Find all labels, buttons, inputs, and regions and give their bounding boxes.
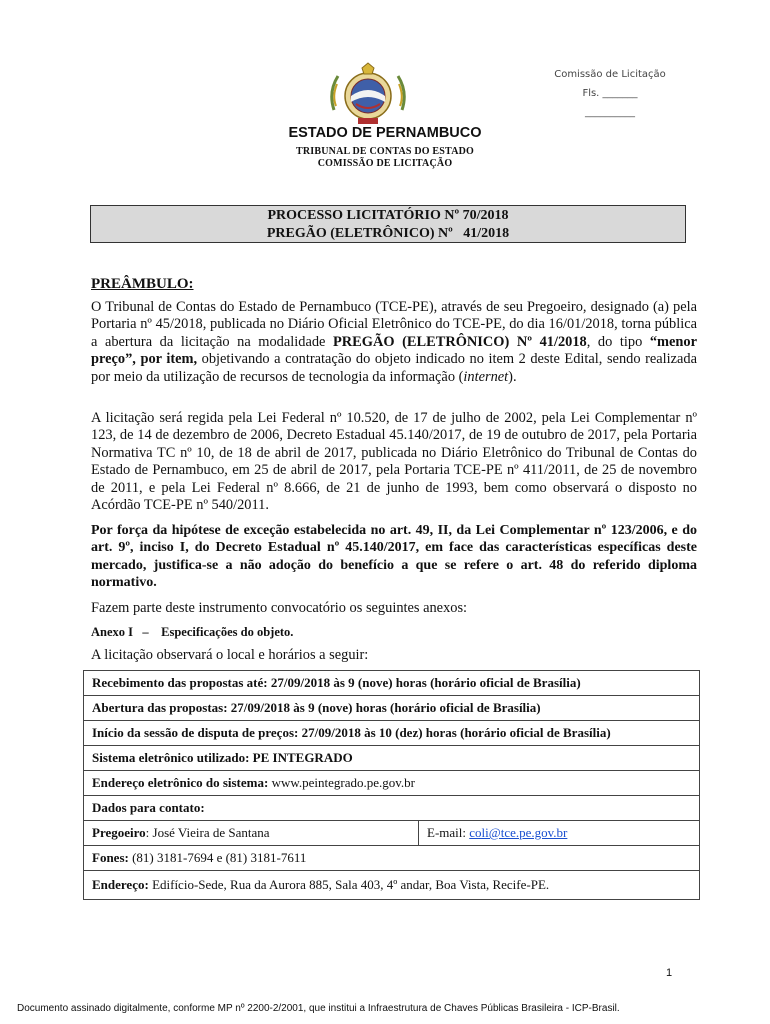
p1-type: “menor preço”, por item,	[91, 333, 698, 368]
table-row	[84, 821, 700, 846]
coat-of-arms-emblem	[328, 62, 408, 128]
committee-stamp	[530, 68, 690, 120]
proposals-receipt-cell	[84, 671, 700, 696]
court-subtitle: TRIBUNAL DE CONTAS DO ESTADO	[295, 146, 475, 157]
email-label: E-mail:	[427, 825, 470, 840]
system-cell	[84, 746, 700, 771]
address-value: Edifício-Sede, Rua da Aurora 885, Sala 403, 4º andar, Boa Vista, Recife-PE.	[148, 877, 550, 892]
committee-label: Comissão de Licitação	[554, 69, 666, 80]
pregoeiro-name: : José Vieira de Santana	[145, 825, 270, 840]
digital-signature-footer: Documento assinado digitalmente, conforme MP nº 2200-2/2001, que institui a Infraestrutura de Chaves Públicas Brasileira - ICP-Brasil.	[17, 1003, 620, 1014]
address-label: Endereço:	[92, 877, 149, 892]
proposals-opening: Abertura das propostas: 27/09/2018 às 9 (nove) horas (horário oficial de Brasília)	[92, 700, 541, 715]
p1-text-g: ).	[508, 368, 517, 385]
contact-data-label: Dados para contato:	[92, 800, 205, 815]
system-address-cell	[84, 771, 700, 796]
system-address-label: Endereço eletrônico do sistema:	[92, 775, 269, 790]
table-row	[84, 696, 700, 721]
p1-text-e: objetivando a contratação do objeto indicado no item 2 deste Edital, sendo realizada por meio da utilização de recursos de tecnologia da informação (	[91, 351, 697, 385]
process-title-box	[90, 205, 686, 243]
pregoeiro-label: Pregoeiro	[92, 825, 146, 840]
preamble-paragraph-2: A licitação será regida pela Lei Federal nº 10.520, de 17 de julho de 2002, pela Lei Complementar nº 123, de 14 de dezembro de 2006, Decreto Estadual 45.140/2017, de 19 de outubro de 2017, pela Portaria Normativa TC nº 10, de 18 de abril de 2017, publicada no Diário Eletrônico do Tribunal de Contas do Estado de Pernambuco, em 25 de abril de 2017, pela Portaria TCE-PE nº 411/2011, de 25 de novembro de 2011, e pela Lei Federal nº 8.666, de 21 de junho de 1993, bem como observará o disposto no Acórdão TCE-PE nº 540/2011.	[91, 410, 697, 514]
table-row	[84, 846, 700, 871]
annex-line: Anexo I – Especificações do objeto.	[91, 625, 294, 639]
phones-cell	[84, 846, 700, 871]
signature-line: __________	[585, 107, 635, 118]
preamble-paragraph-3: Por força da hipótese de exceção estabelecida no art. 49, II, da Lei Complementar nº 123/2006, e do art. 9º, inciso I, do Decreto Estadual nº 45.140/2017, em face das características específicas deste mercado, justifica-se a não adoção do benefício a que se refere o art. 48 do referido diploma normativo.	[91, 523, 697, 591]
session-start-cell	[84, 721, 700, 746]
fls-field: Fls. _______	[582, 88, 638, 99]
pregoeiro-cell	[84, 821, 419, 846]
state-title: ESTADO DE PERNAMBUCO	[288, 125, 482, 141]
preamble-paragraph-1	[91, 299, 697, 386]
table-row	[84, 746, 700, 771]
email-cell	[419, 821, 700, 846]
schedule-table	[83, 670, 700, 900]
table-row	[84, 671, 700, 696]
table-row	[84, 796, 700, 821]
phones-label: Fones:	[92, 850, 129, 865]
email-link[interactable]: coli@tce.pe.gov.br	[469, 825, 568, 840]
table-row	[84, 721, 700, 746]
system-address-value: www.peintegrado.pe.gov.br	[268, 775, 416, 790]
pregao-number: PREGÃO (ELETRÔNICO) Nº 41/2018	[266, 226, 510, 241]
preamble-paragraph-4: Fazem parte deste instrumento convocatório os seguintes anexos:	[91, 600, 468, 616]
p1-text-a: O Tribunal de Contas do Estado de Pernambuco (TCE-PE), através de seu Pregoeiro, designado (a) pela Portaria nº 45/2018, publicada no Diário Oficial Eletrônico do TCE-PE, do dia 16/01/2018, torna pública a abertura da licitação na modalidade	[91, 299, 697, 350]
proposals-receipt: Recebimento das propostas até: 27/09/2018 às 9 (nove) horas (horário oficial de Brasília)	[92, 675, 581, 690]
p1-modality: PREGÃO (ELETRÔNICO) Nº 41/2018	[333, 333, 587, 350]
table-row	[84, 871, 700, 900]
p1-text-c: , do tipo	[586, 333, 650, 350]
preamble-paragraph-5: A licitação observará o local e horários a seguir:	[91, 647, 369, 663]
preamble-heading: PREÂMBULO:	[91, 276, 194, 292]
address-cell	[84, 871, 700, 900]
p1-internet: internet	[463, 368, 509, 385]
page-number: 1	[666, 967, 673, 979]
session-start: Início da sessão de disputa de preços: 27/09/2018 às 10 (dez) horas (horário oficial de Brasília)	[92, 725, 611, 740]
contact-data-cell	[84, 796, 700, 821]
commission-subtitle: COMISSÃO DE LICITAÇÃO	[317, 158, 453, 169]
proposals-opening-cell	[84, 696, 700, 721]
table-row	[84, 771, 700, 796]
phones-value: (81) 3181-7694 e (81) 3181-7611	[128, 850, 307, 865]
process-number: PROCESSO LICITATÓRIO Nº 70/2018	[267, 208, 509, 223]
system-used: Sistema eletrônico utilizado: PE INTEGRADO	[92, 750, 353, 765]
